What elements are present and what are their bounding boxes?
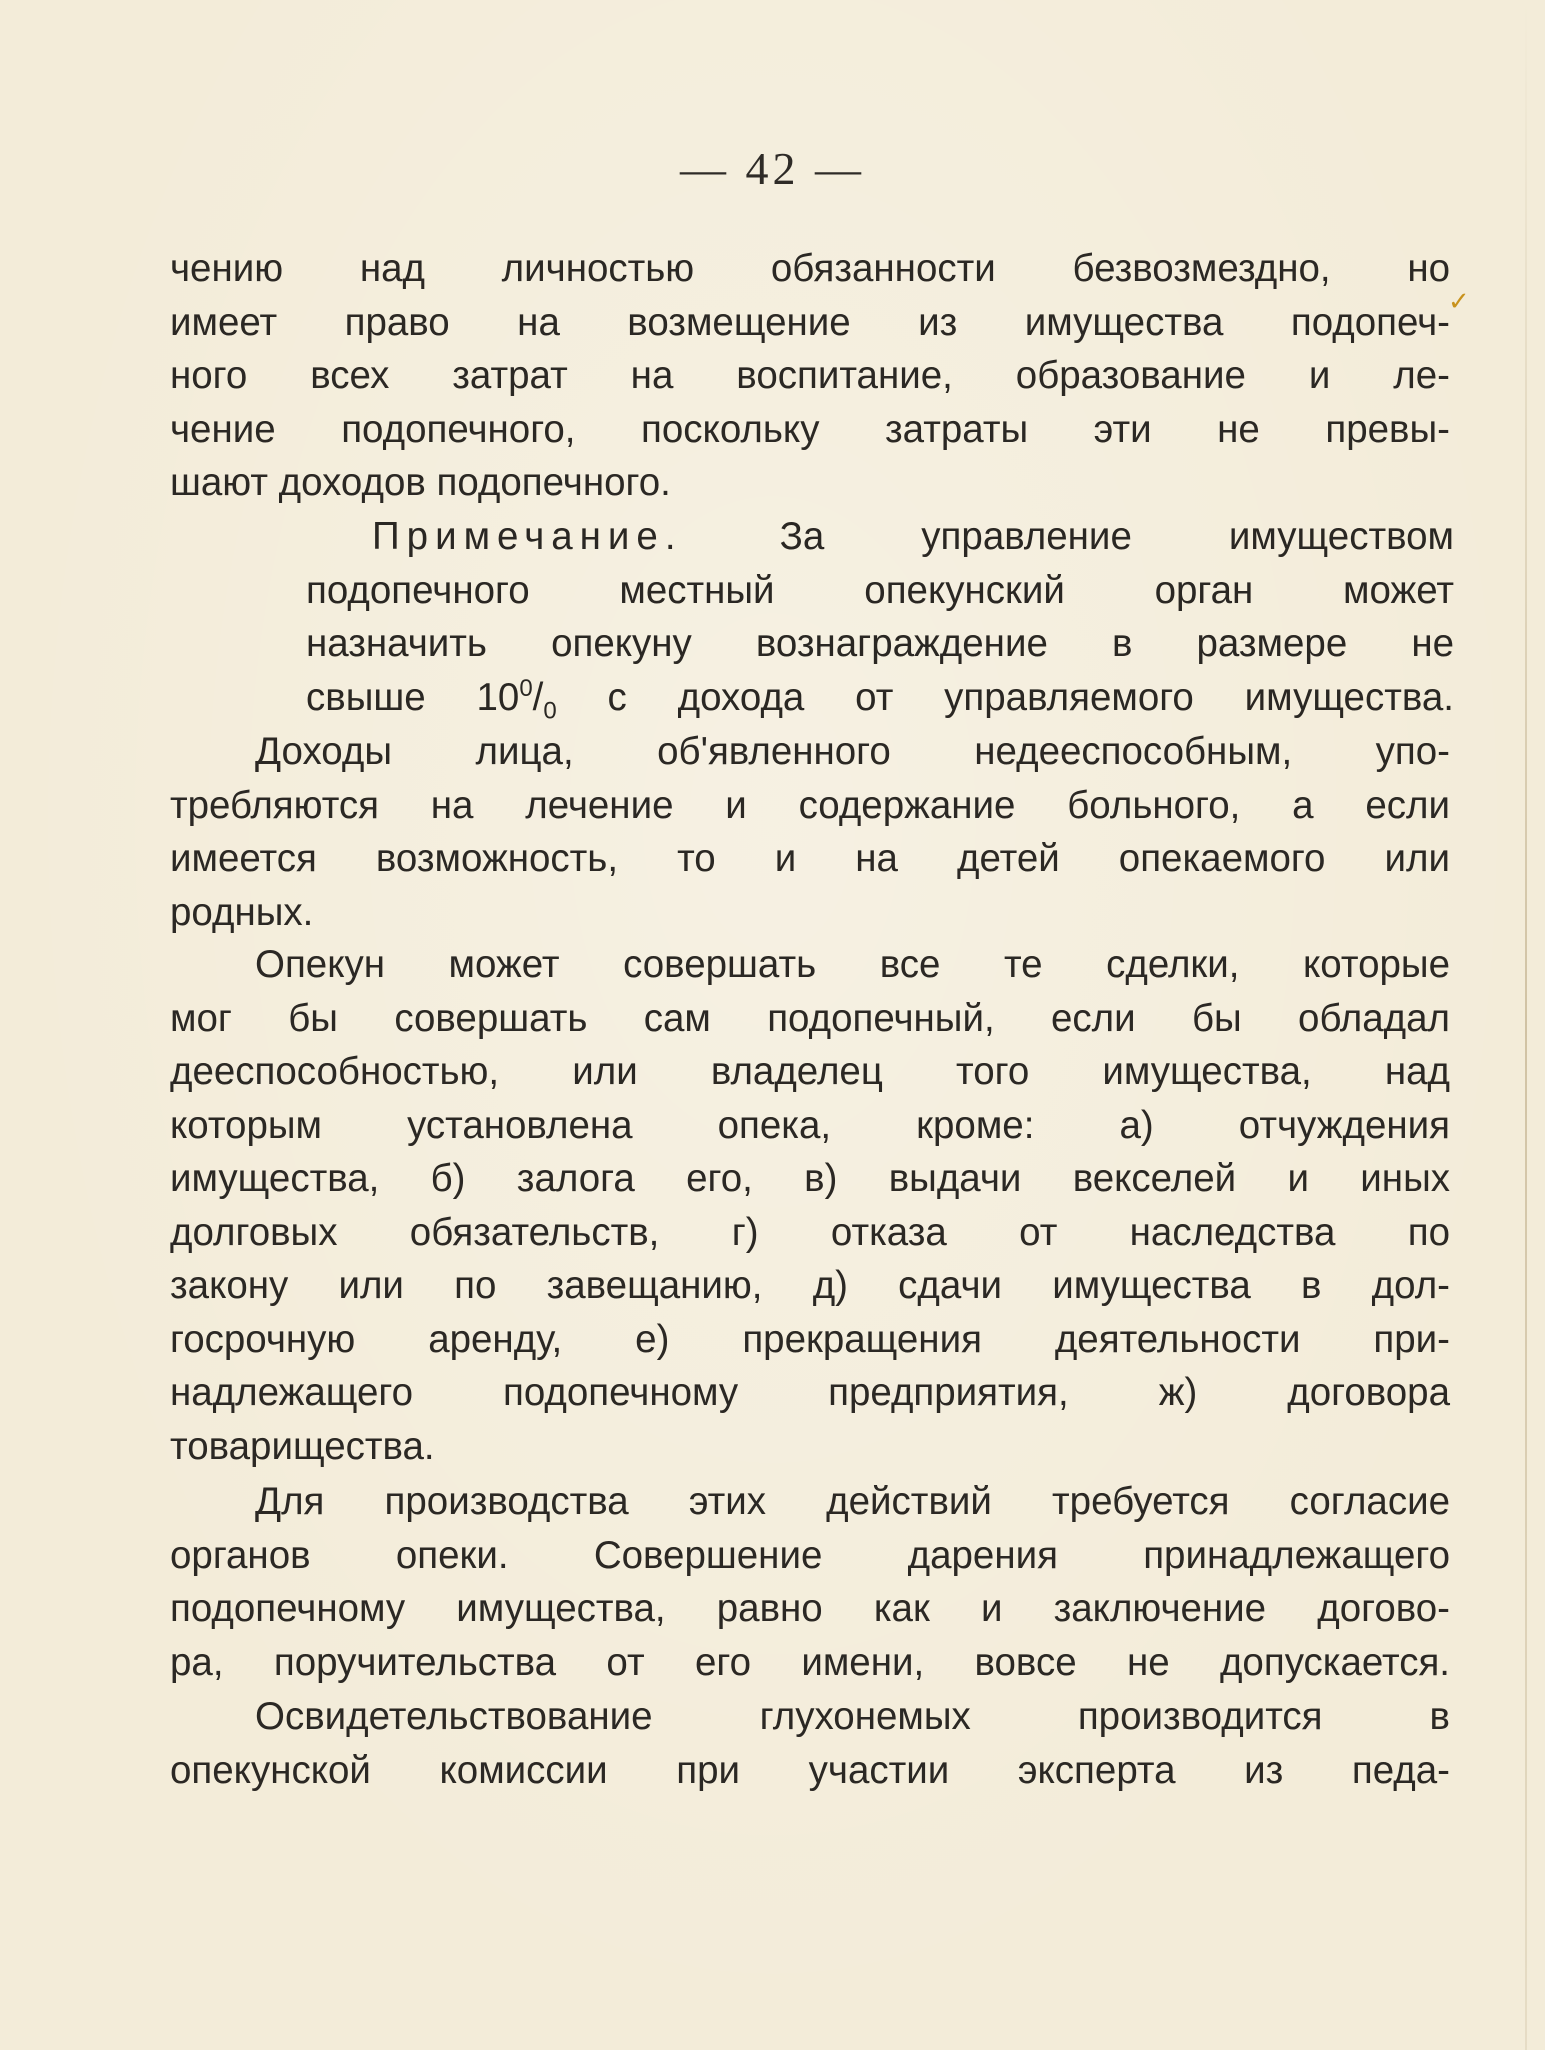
text-line: которым установлена опека, кроме: а) отчуждения — [170, 1103, 1450, 1147]
note-text: За управление имуществом — [779, 515, 1454, 558]
page-edge — [1525, 0, 1527, 2050]
paragraph-3 — [170, 938, 1450, 1473]
text-line: требляются на лечение и содержание больного, а если — [170, 783, 1450, 827]
note-text: свыше 10 — [306, 675, 520, 719]
note-label: Примечание. — [372, 515, 683, 558]
text-line: Для производства этих действий требуется согласие — [255, 1480, 1450, 1523]
text-line: надлежащего подопечному предприятия, ж) договора — [170, 1371, 1450, 1414]
text-line: долговых обязательств, г) отказа от наследства по — [170, 1210, 1450, 1254]
paragraph-5 — [170, 1690, 1450, 1797]
note-line — [306, 671, 1454, 725]
text-line: мог бы совершать сам подопечный, если бы обладал — [170, 996, 1450, 1040]
text-line: госрочную аренду, е) прекращения деятельности при- — [170, 1317, 1450, 1361]
text-line: ного всех затрат на воспитание, образование и ле- — [170, 354, 1450, 397]
text-line: чение подопечного, поскольку затраты эти не превы- — [170, 407, 1450, 451]
note-line: назначить опекуну вознаграждение в размере не — [306, 622, 1454, 665]
text-line: Освидетельствование глухонемых производится в — [255, 1695, 1450, 1738]
note-block — [306, 510, 1454, 724]
text-line: ра, поручительства от его имени, вовсе не допускается. — [170, 1640, 1450, 1684]
ink-mark: ✓ — [1448, 286, 1470, 316]
percent-sup: 0 — [519, 674, 533, 702]
percent-slash: / — [532, 675, 544, 719]
text-line: дееспособностью, или владелец того имущества, над — [170, 1050, 1450, 1093]
text-line: опекунской комиссии при участии эксперта из педа- — [170, 1748, 1450, 1792]
text-line: товарищества. — [170, 1424, 435, 1468]
text-line: шают доходов подопечного. — [170, 461, 671, 504]
text-line: родных. — [170, 890, 314, 934]
paragraph-4 — [170, 1475, 1450, 1689]
note-line: подопечного местный опекунский орган может — [306, 568, 1454, 612]
percent-sub: 0 — [543, 697, 557, 725]
text-line: Доходы лица, об'явленного недееспособным, упо- — [255, 730, 1450, 773]
text-line: имеет право на возмещение из имущества подопеч- — [170, 300, 1450, 344]
text-line: имеется возможность, то и на детей опекаемого или — [170, 837, 1450, 880]
text-line: закону или по завещанию, д) сдачи имущества в дол- — [170, 1264, 1450, 1307]
text-line: органов опеки. Совершение дарения принадлежащего — [170, 1533, 1450, 1577]
note-text: с дохода от управляемого имущества. — [556, 675, 1454, 719]
paragraph-1 — [170, 242, 1450, 510]
page-number: — 42 — — [680, 143, 865, 194]
paragraph-2 — [170, 725, 1450, 939]
text-line: подопечному имущества, равно как и заключение догово- — [170, 1587, 1450, 1630]
note-line — [306, 510, 1454, 564]
text-line: имущества, б) залога его, в) выдачи векселей и иных — [170, 1157, 1450, 1200]
text-line: Опекун может совершать все те сделки, которые — [255, 943, 1450, 986]
text-line: чению над личностью обязанности безвозмездно, но — [170, 247, 1450, 290]
